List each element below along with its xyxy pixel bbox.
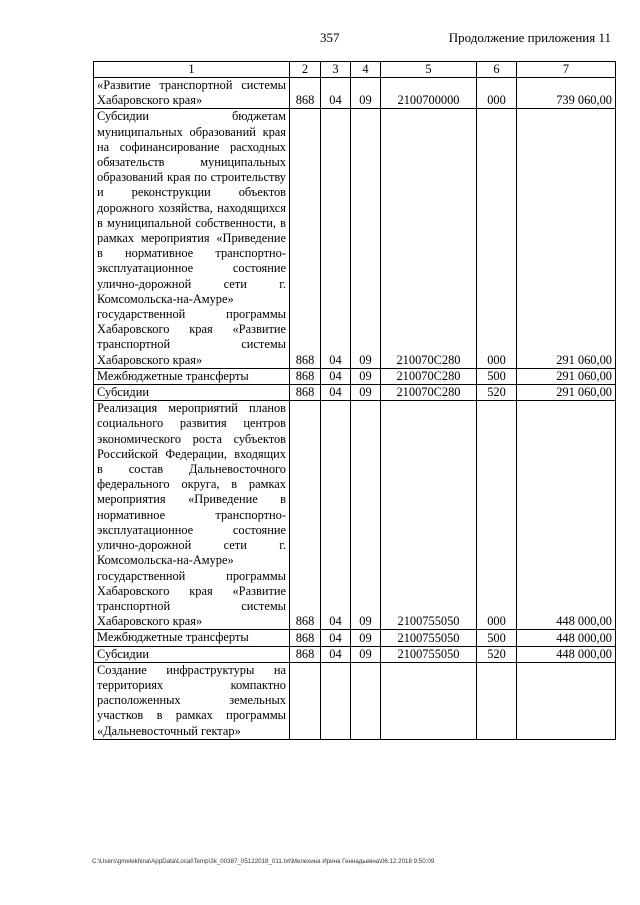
cell-target-article: 210070С280: [381, 385, 477, 401]
cell-ministry: 868: [290, 401, 321, 630]
cell-expense-type: [477, 662, 517, 739]
row-name: Субсидии: [94, 646, 290, 662]
table-header-row: [94, 62, 616, 78]
cell-amount: 291 060,00: [517, 109, 616, 368]
cell-expense-type: 000: [477, 401, 517, 630]
column-number: 1: [94, 62, 290, 78]
cell-amount: 739 060,00: [517, 78, 616, 109]
file-path-footer: C:\Users\gmelekhina\AppData\Local\Temp\3k_00387_05122018_011.txt\Мелехина Ирина Геннадьевна\06.12.2018 9:50:09: [92, 858, 435, 865]
cell-expense-type: 000: [477, 78, 517, 109]
table-row: [94, 630, 616, 646]
column-number: 7: [517, 62, 616, 78]
cell-subsection: 09: [351, 401, 381, 630]
cell-section: 04: [321, 401, 351, 630]
page-number: 357: [320, 30, 340, 45]
cell-section: 04: [321, 646, 351, 662]
continuation-label: Продолжение приложения 11: [448, 30, 611, 45]
cell-subsection: 09: [351, 385, 381, 401]
column-number: 3: [321, 62, 351, 78]
row-name: Субсидии бюджетам муниципальных образований края на софинансирование расходных обязательств муниципальных образований края по строительству и реконструкции объектов дорожного хозяйства, находящихся в муниципальной собственности, в рамках мероприятия «Приведение в нормативное транспортно-эксплуатационное состояние улично-дорожной сети г. Комсомольска-на-Амуре» государственной программы Хабаровского края «Развитие транспортной системы Хабаровского края»: [94, 109, 290, 368]
cell-amount: 291 060,00: [517, 368, 616, 384]
table-row: [94, 368, 616, 384]
table-row: [94, 662, 616, 739]
cell-ministry: 868: [290, 630, 321, 646]
cell-target-article: 2100700000: [381, 78, 477, 109]
cell-subsection: 09: [351, 78, 381, 109]
cell-target-article: 2100755050: [381, 401, 477, 630]
cell-target-article: 210070С280: [381, 368, 477, 384]
cell-target-article: [381, 662, 477, 739]
budget-table: [93, 61, 616, 740]
cell-section: [321, 662, 351, 739]
cell-amount: 448 000,00: [517, 646, 616, 662]
table-row: [94, 109, 616, 368]
cell-subsection: 09: [351, 646, 381, 662]
cell-amount: 291 060,00: [517, 385, 616, 401]
row-name: Субсидии: [94, 385, 290, 401]
cell-amount: [517, 662, 616, 739]
cell-ministry: 868: [290, 368, 321, 384]
cell-expense-type: 500: [477, 630, 517, 646]
cell-subsection: 09: [351, 109, 381, 368]
cell-target-article: 2100755050: [381, 646, 477, 662]
row-name: Межбюджетные трансферты: [94, 630, 290, 646]
cell-ministry: 868: [290, 385, 321, 401]
table-row: [94, 385, 616, 401]
cell-ministry: 868: [290, 78, 321, 109]
cell-expense-type: 500: [477, 368, 517, 384]
cell-section: 04: [321, 109, 351, 368]
cell-amount: 448 000,00: [517, 401, 616, 630]
cell-target-article: 210070С280: [381, 109, 477, 368]
row-name: Реализация мероприятий планов социального развития центров экономического роста субъектов Российской Федерации, входящих в состав Дальневосточного федерального округа, в рамках мероприятия «Приведение в нормативное транспортно-эксплуатационное состояние улично-дорожной сети г. Комсомольска-на-Амуре» государственной программы Хабаровского края «Развитие транспортной системы Хабаровского края»: [94, 401, 290, 630]
cell-expense-type: 000: [477, 109, 517, 368]
cell-subsection: [351, 662, 381, 739]
cell-ministry: 868: [290, 109, 321, 368]
cell-subsection: 09: [351, 630, 381, 646]
cell-section: 04: [321, 78, 351, 109]
cell-expense-type: 520: [477, 385, 517, 401]
column-number: 5: [381, 62, 477, 78]
row-name: «Развитие транспортной системы Хабаровского края»: [94, 78, 290, 109]
cell-ministry: 868: [290, 646, 321, 662]
column-number: 4: [351, 62, 381, 78]
row-name: Межбюджетные трансферты: [94, 368, 290, 384]
cell-section: 04: [321, 385, 351, 401]
cell-ministry: [290, 662, 321, 739]
cell-section: 04: [321, 368, 351, 384]
cell-expense-type: 520: [477, 646, 517, 662]
cell-subsection: 09: [351, 368, 381, 384]
column-number: 2: [290, 62, 321, 78]
table-row: [94, 646, 616, 662]
cell-target-article: 2100755050: [381, 630, 477, 646]
cell-amount: 448 000,00: [517, 630, 616, 646]
cell-section: 04: [321, 630, 351, 646]
row-name: Создание инфраструктуры на территориях компактно расположенных земельных участков в рамках программы «Дальневосточный гектар»: [94, 662, 290, 739]
table-row: [94, 401, 616, 630]
table-row: [94, 78, 616, 109]
column-number: 6: [477, 62, 517, 78]
